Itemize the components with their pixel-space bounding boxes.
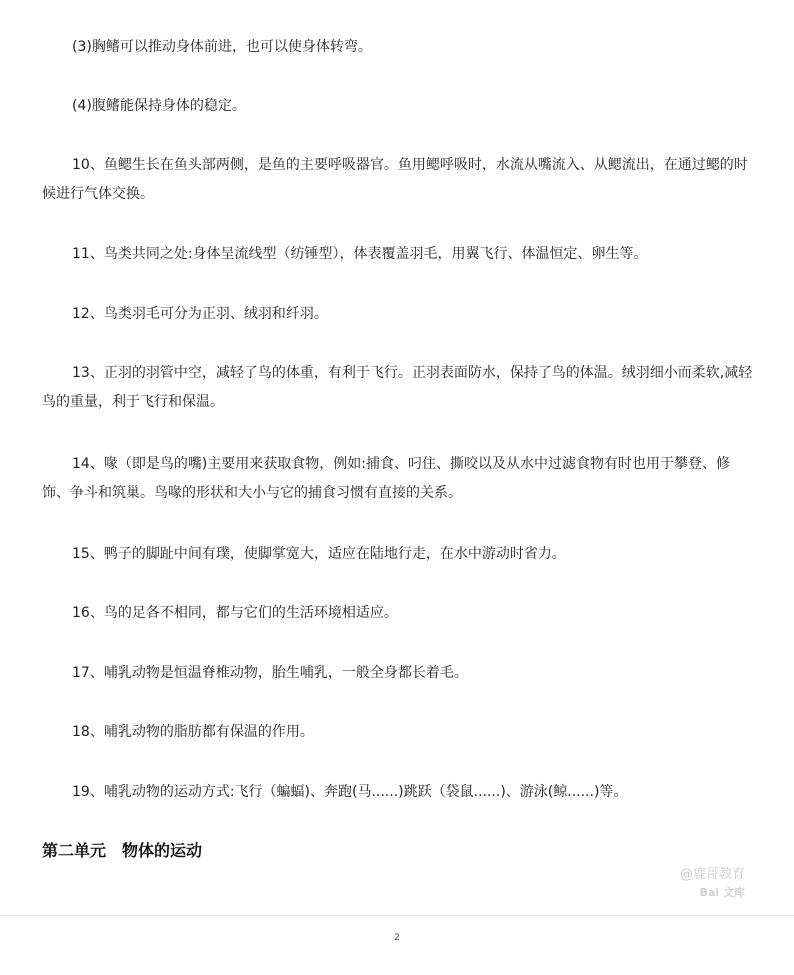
paragraph-15: 15、鸭子的脚趾中间有璞，使脚掌宽大，适应在陆地行走，在水中游动时省力。 [72,546,566,562]
paragraph-14: 14、喙（即是鸟的嘴)主要用来获取食物，例如:捕食、叼住、撕咬以及从水中过滤食物有时也用于攀登、修饰、争斗和筑巢。鸟喙的形状和大小与它的捕食习惯有直接的关系。 [42,456,730,501]
footer-divider [0,915,794,916]
paragraph-19: 19、哺乳动物的运动方式:飞行（蝙蝠)、奔跑(马......)跳跃（袋鼠......)、游泳(鲸......)等。 [72,784,628,800]
watermark-baidu-wenku: Bai 文库 [699,886,746,899]
watermark-brand: @鹿哥教育 [680,867,746,882]
paragraph-12: 12、鸟类羽毛可分为正羽、绒羽和纤羽。 [72,306,328,322]
paragraph-13: 13、正羽的羽管中空，减轻了鸟的体重，有利于飞行。正羽表面防水，保持了鸟的体温。绒羽细小而柔软,减轻鸟的重量，利于飞行和保温。 [42,365,753,410]
section-heading: 第二单元 物体的运动 [42,841,203,860]
paragraph-11: 11、鸟类共同之处:身体呈流线型（纺锤型），体表覆盖羽毛，用翼飞行、体温恒定、卵生等。 [72,246,648,262]
page-number: 2 [394,933,400,943]
paragraph-pectoral-fin: (3)胸鳍可以推动身体前进，也可以使身体转弯。 [72,39,372,55]
paragraph-16: 16、鸟的足各不相同，都与它们的生活环境相适应。 [72,605,398,621]
paragraph-pelvic-fin: (4)腹鳍能保持身体的稳定。 [72,98,246,114]
paragraph-17: 17、哺乳动物是恒温脊椎动物，胎生哺乳，一般全身都长着毛。 [72,665,468,681]
paragraph-10: 10、鱼鳃生长在鱼头部两侧，是鱼的主要呼吸器官。鱼用鳃呼吸时，水流从嘴流入、从鳃流出，在通过鳃的时候进行气体交换。 [42,157,748,202]
paragraph-18: 18、哺乳动物的脂肪都有保温的作用。 [72,724,314,740]
watermark [680,866,745,902]
